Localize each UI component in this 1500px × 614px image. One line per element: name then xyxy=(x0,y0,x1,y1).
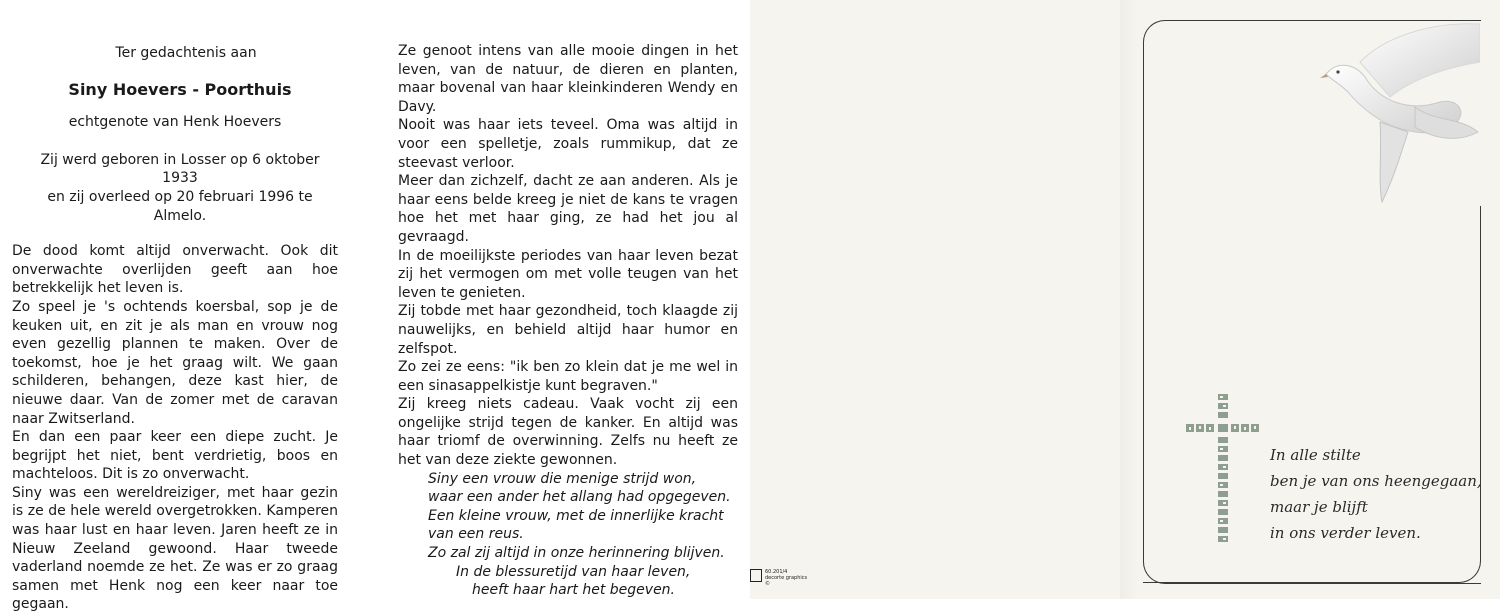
fold-shadow xyxy=(1120,0,1140,599)
poem-line: In de blessuretijd van haar leven, xyxy=(456,563,691,580)
poem-line: van een reus. xyxy=(428,526,524,543)
poem-line: waar een ander het allang had opgegeven. xyxy=(428,489,731,506)
death-text: en zij overleed op 20 februari 1996 te Almelo. xyxy=(47,188,313,224)
verse-line: ben je van ons heengegaan, xyxy=(1270,472,1482,490)
dove-illustration xyxy=(1320,22,1480,212)
printer-logo-icon xyxy=(750,569,762,582)
logo-line: 60.201/4 xyxy=(765,569,788,575)
paragraph: Zo zei ze eens: "ik ben zo klein dat je me wel in een sinasappelkistje kunt begraven." xyxy=(398,359,738,394)
intro-text: Ter gedachtenis aan xyxy=(115,45,257,61)
poem-line: Zo zal zij altijd in onze herinnering blijven. xyxy=(428,545,725,562)
printer-logo xyxy=(750,568,810,586)
paragraph: Zij kreeg niets cadeau. Vaak vocht zij een ongelijke strijd tegen de kanker. En altijd was haar triomf de overwinning. Zelfs nu heeft ze het van deze ziekte gewonnen. xyxy=(398,396,738,469)
paragraph: En dan een paar keer een diepe zucht. Je begrijpt het niet, bent verdrietig, boos en machteloos. Dit is zo onverwacht. xyxy=(12,429,338,483)
deceased-name: Siny Hoevers - Poorthuis xyxy=(68,79,292,99)
cover-frame-bottom xyxy=(1143,558,1481,583)
poem-line: Een kleine vrouw, met de innerlijke kracht xyxy=(428,507,724,524)
spouse-text: echtgenote van Henk Hoevers xyxy=(68,114,282,131)
paragraph: De dood komt altijd onverwacht. Ook dit onverwachte overlijden geeft aan hoe betrekkelijk het leven is. xyxy=(12,243,338,297)
verse-line: in ons verder leven. xyxy=(1270,524,1421,542)
paragraph: Zij tobde met haar gezondheid, toch klaagde zij nauwelijks, en behield altijd haar humor en zelfspot. xyxy=(398,303,738,357)
paragraph: Meer dan zichzelf, dacht ze aan anderen. Als je haar eens belde kreeg je niet de kans te vragen hoe het met haar ging, ze had het jou al gevraagd. xyxy=(398,173,738,245)
logo-line: decorte graphics © xyxy=(765,575,808,587)
memorial-poem xyxy=(398,470,738,600)
verse-line: In alle stilte xyxy=(1270,446,1361,464)
text-column-left xyxy=(12,44,338,614)
poem-line: Siny een vrouw die menige strijd won, xyxy=(428,470,697,487)
cover-verse xyxy=(1270,442,1482,546)
printer-logo-text xyxy=(765,569,810,587)
verse-line: maar je blijft xyxy=(1270,498,1368,516)
paragraph: Zo speel je 's ochtends koersbal, sop je de keuken uit, en zit je als man en vrouw nog even gezellig plannen te maken. Over de toekomst, hoe je het graag wilt. We gaan schilderen, behangen, deze kast hier, de nieuwe daar. Van de zomer met de caravan naar Zwitserland. xyxy=(12,298,338,427)
poem-line: heeft haar hart het begeven. xyxy=(472,582,675,599)
text-column-right xyxy=(398,42,738,600)
paragraph: Nooit was haar iets teveel. Oma was altijd in voor een spelletje, zoals rummikup, dat ze steevast verloor. xyxy=(398,117,738,171)
paragraph: Ze genoot intens van alle mooie dingen in het leven, van de natuur, de dieren en planten, maar bovenal van haar kleinkinderen Wendy en Davy. xyxy=(398,43,738,115)
birth-text: Zij werd geboren in Losser op 6 oktober 1933 xyxy=(40,151,320,187)
paragraph: Siny was een wereldreiziger, met haar gezin is ze de hele wereld overgetrokken. Kamperen was haar lust en haar leven. Jaren heeft ze in Nieuw Zeeland gewoond. Haar tweede vaderland noemde ze het. Ze was er zo graag samen met Henk nog een keer naar toe gegaan. xyxy=(12,484,338,613)
paragraph: In de moeilijkste periodes van haar leven bezat zij het vermogen om met volle teugen van het leven te genieten. xyxy=(398,247,738,301)
cross-icon xyxy=(1184,392,1264,552)
